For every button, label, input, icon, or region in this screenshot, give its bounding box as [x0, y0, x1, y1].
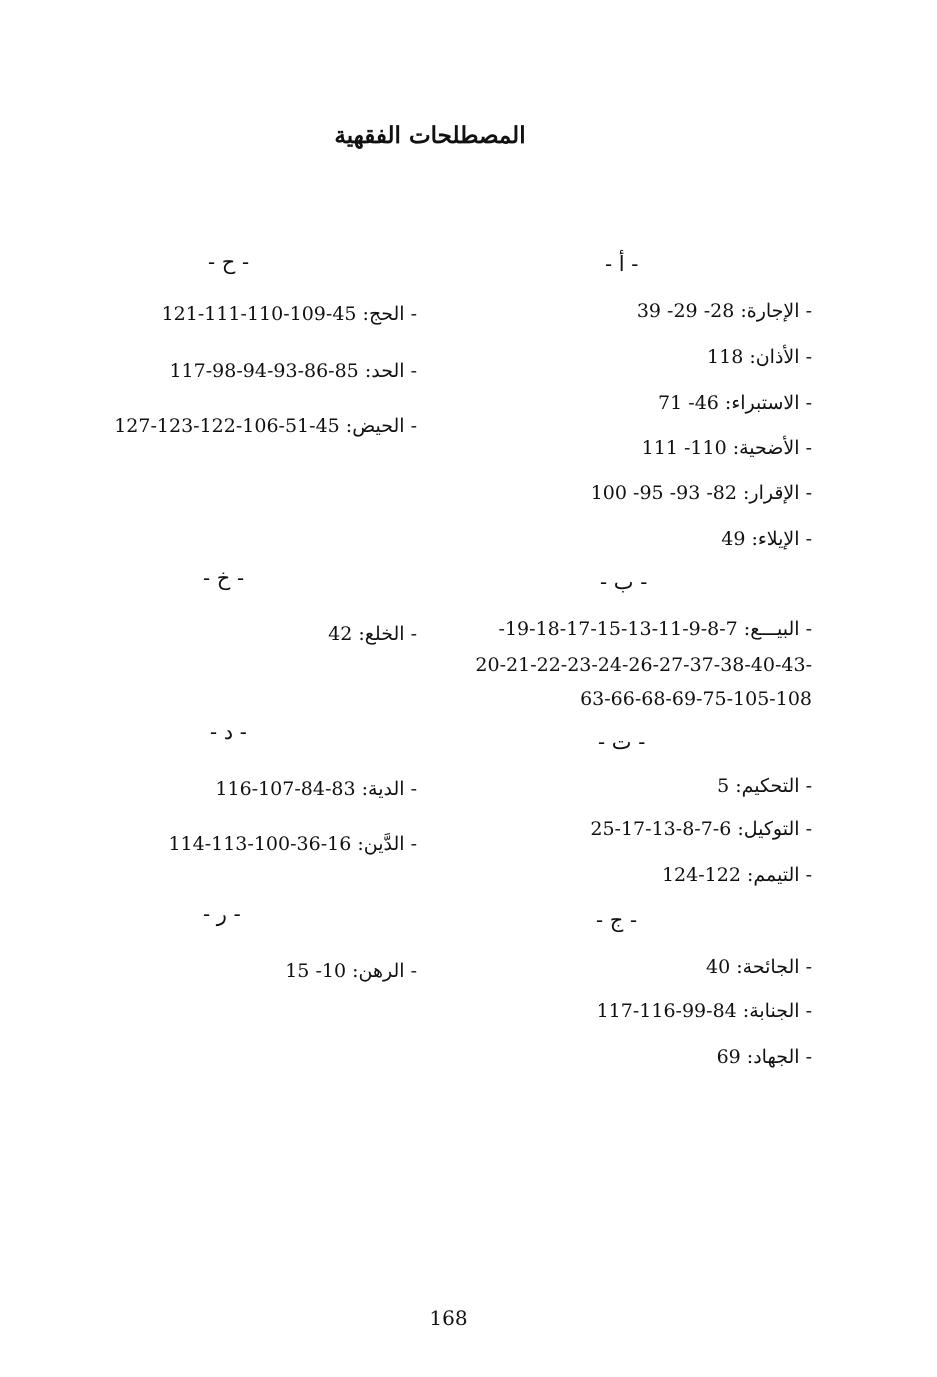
index-entry: - الحد: 85-86-93-94-98-117: [169, 360, 417, 382]
index-entry: - الدية: 83-84-107-116: [215, 778, 417, 800]
index-entry: - الإجارة: 28- 29- 39: [636, 300, 812, 322]
section-header-ha: - ح -: [208, 250, 250, 274]
index-entry: - الرهن: 10- 15: [285, 960, 417, 982]
index-entry: - الاستبراء: 46- 71: [658, 392, 812, 414]
index-entry: - الدَّين: 16-36-100-113-114: [168, 833, 417, 855]
page-number: 168: [429, 1306, 468, 1330]
index-entry: - الخلع: 42: [328, 623, 417, 645]
index-entry: - البيـــع: 7-8-9-11-13-15-17-18-19-: [498, 618, 812, 640]
index-entry: - الإقرار: 82- 93- 95- 100: [590, 482, 812, 504]
index-entry: - التحكيم: 5: [717, 775, 812, 797]
section-header-kha: - خ -: [203, 566, 245, 590]
page-title: المصطلحات الفقهية: [334, 122, 526, 149]
index-entry: - الأذان: 118: [707, 346, 812, 368]
section-header-ta: - ت -: [598, 730, 646, 754]
section-header-alif: - أ -: [605, 252, 639, 276]
index-entry: - التيمم: 122-124: [661, 864, 812, 886]
index-entry: - الحج: 45-109-110-111-121: [161, 303, 417, 325]
section-header-dal: - د -: [210, 720, 247, 744]
index-entry: - الأضحية: 110- 111: [641, 437, 812, 459]
section-header-ba: - ب -: [600, 570, 648, 594]
index-entry: - الجائحة: 40: [706, 956, 812, 978]
index-entry-continuation: 20-21-22-23-24-26-27-37-38-40-43-: [475, 654, 812, 676]
index-entry: - التوكيل: 6-7-8-13-17-25: [590, 818, 812, 840]
index-entry: - الإيلاء: 49: [721, 528, 812, 550]
section-header-ra: - ر -: [203, 902, 241, 926]
index-entry-continuation: 63-66-68-69-75-105-108: [580, 688, 812, 710]
index-entry: - الجنابة: 84-99-116-117: [596, 1000, 812, 1022]
index-entry: - الحيض: 45-51-106-122-123-127: [114, 415, 417, 437]
index-entry: - الجهاد: 69: [716, 1046, 812, 1068]
section-header-jim: - ج -: [596, 908, 638, 932]
